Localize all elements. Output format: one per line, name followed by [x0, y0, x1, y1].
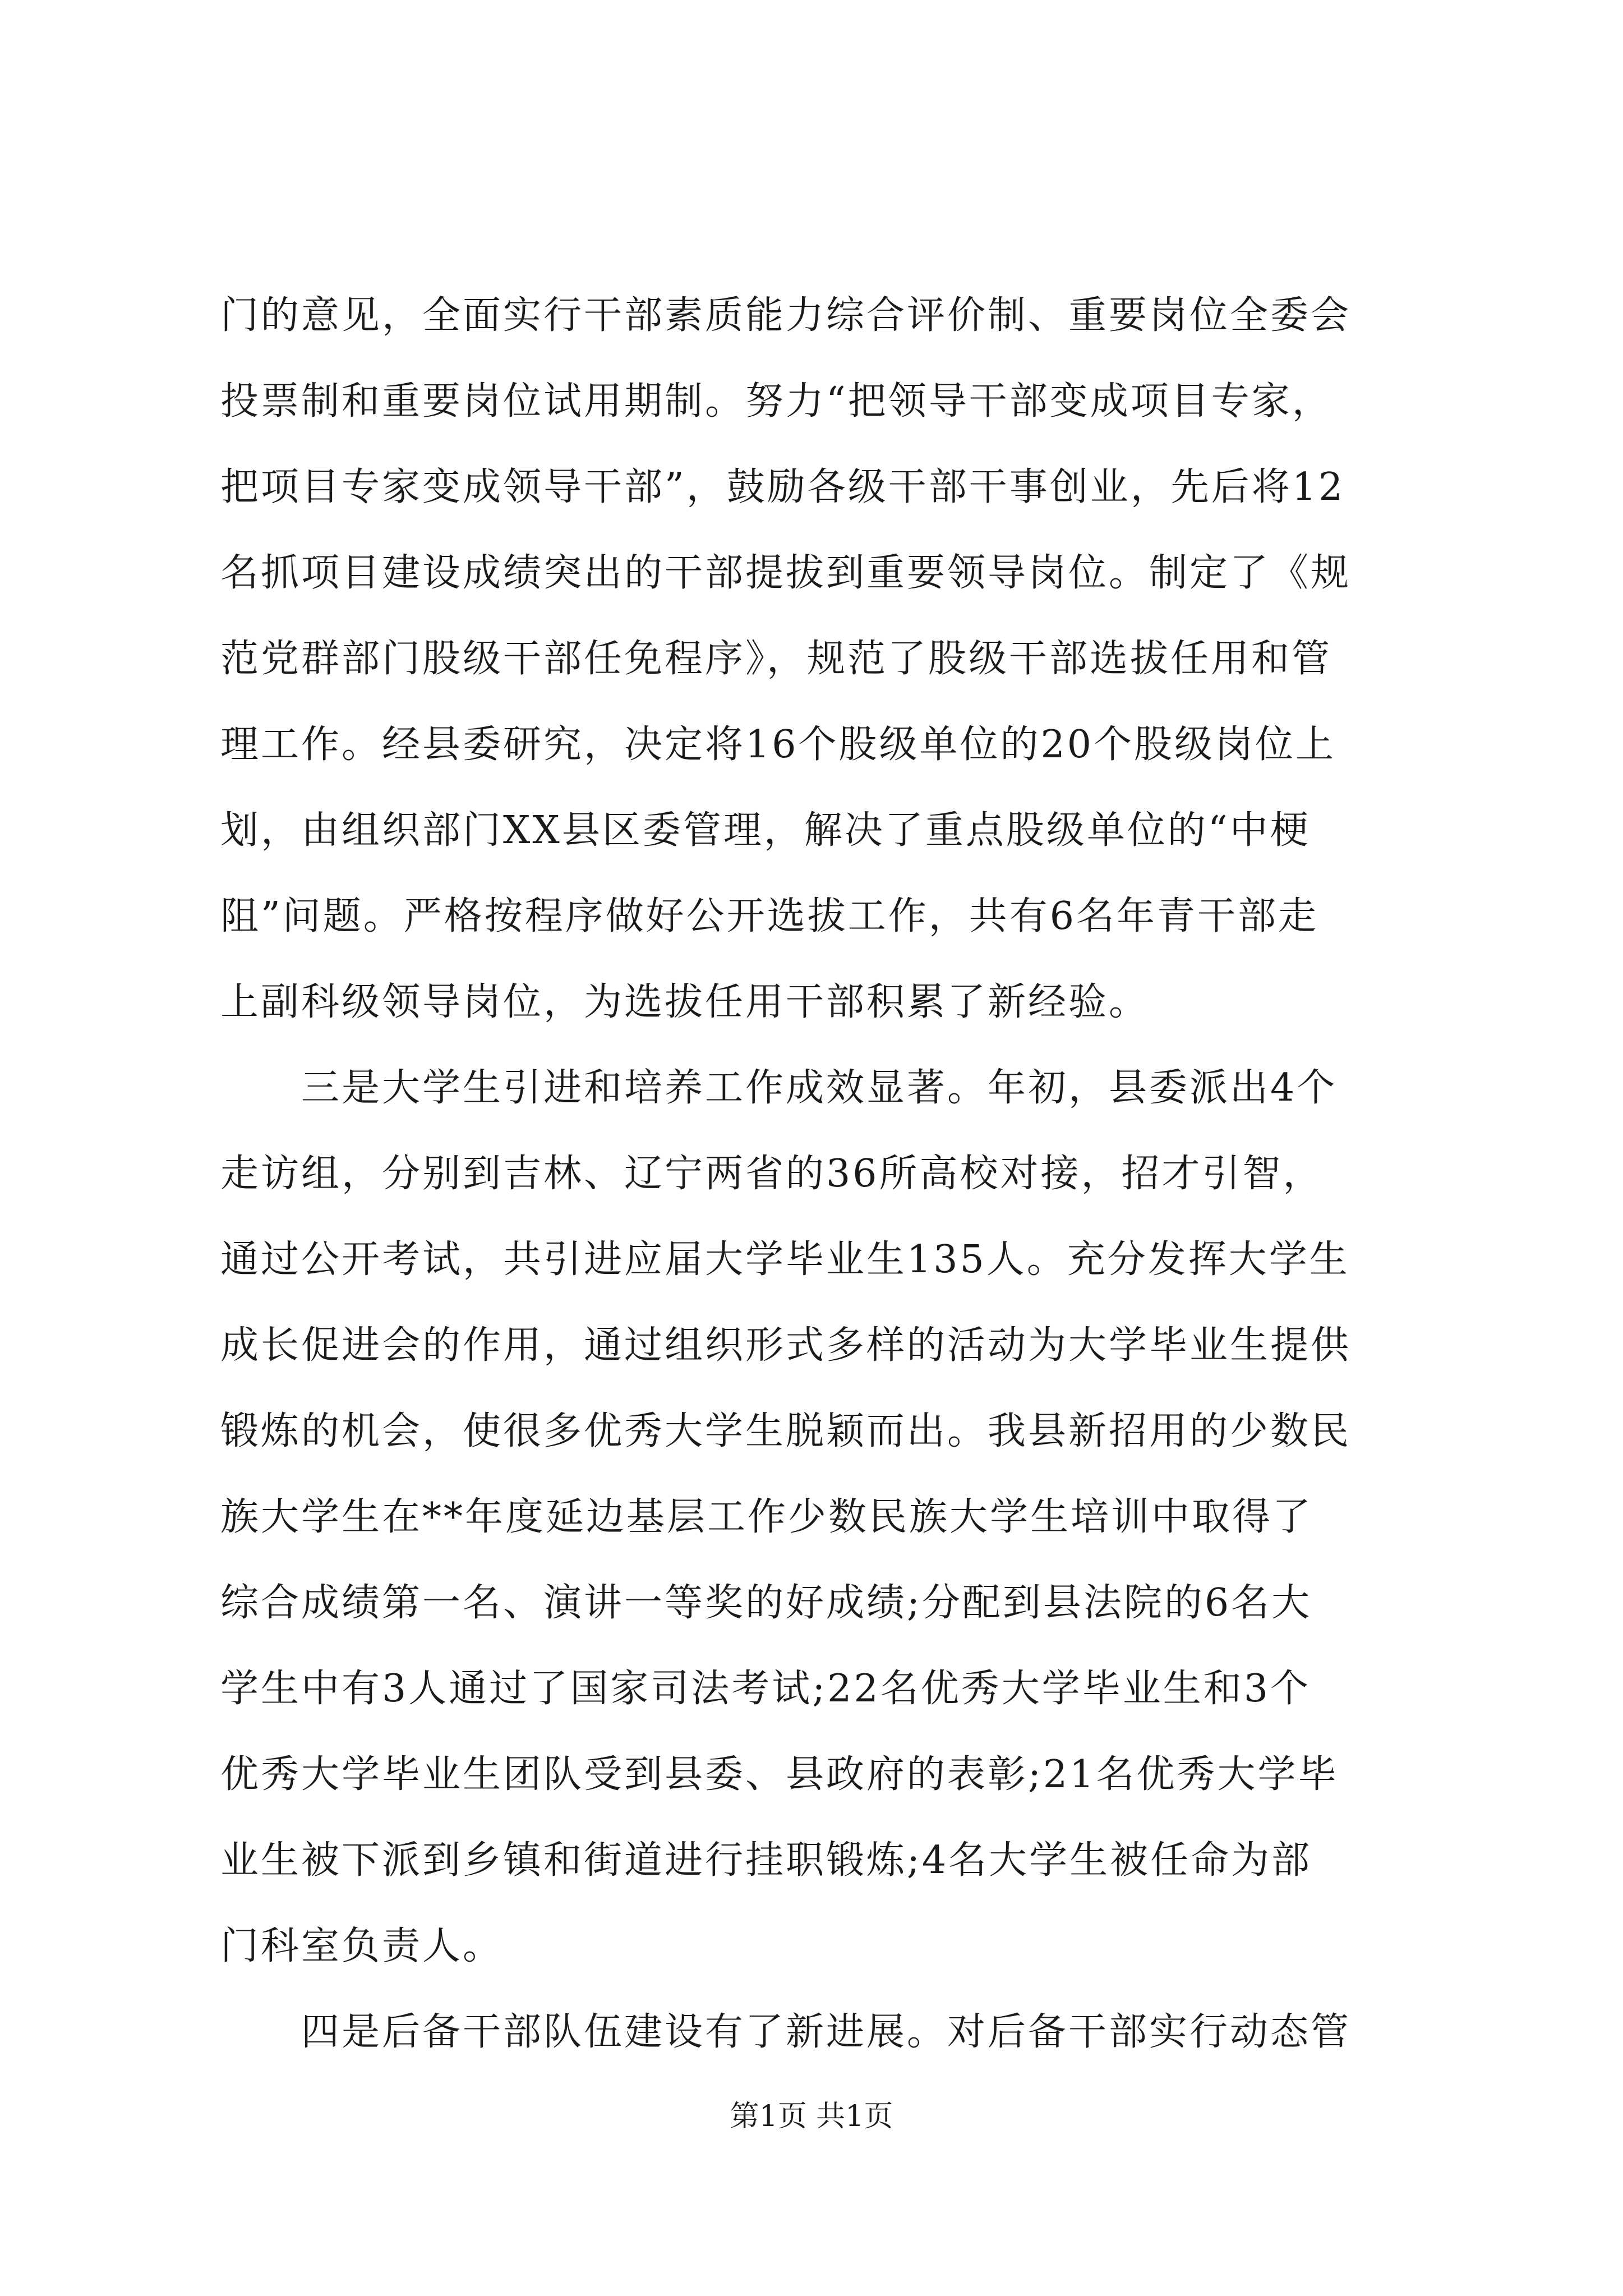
text-line: 走访组，分别到吉林、辽宁两省的36所高校对接，招才引智， [220, 1152, 1324, 1196]
text-line: 范党群部门股级干部任免程序》，规范了股级干部选拔任用和管 [220, 637, 1332, 681]
text-line: 门科室负责人。 [220, 1924, 504, 1968]
text-line: 综合成绩第一名、演讲一等奖的好成绩;分配到县法院的6名大 [220, 1581, 1312, 1625]
text-line: 成长促进会的作用，通过组织形式多样的活动为大学毕业生提供 [220, 1323, 1352, 1368]
text-line: 阻”问题。严格按程序做好公开选拔工作，共有6名年青干部走 [220, 894, 1319, 938]
text-line: 通过公开考试，共引进应届大学毕业生135人。充分发挥大学生 [220, 1237, 1350, 1282]
text-line: 投票制和重要岗位试用期制。努力“把领导干部变成项目专家， [220, 379, 1332, 424]
text-line: 优秀大学毕业生团队受到县委、县政府的表彰;21名优秀大学毕 [220, 1752, 1339, 1797]
text-line: 名抓项目建设成绩突出的干部提拔到重要领导岗位。制定了《规 [220, 551, 1352, 595]
text-line: 把项目专家变成领导干部”，鼓励各级干部干事创业，先后将12 [220, 465, 1345, 509]
text-line: 四是后备干部队伍建设有了新进展。对后备干部实行动态管 [220, 2010, 1352, 2054]
text-line: 业生被下派到乡镇和街道进行挂职锻炼;4名大学生被任命为部 [220, 1838, 1312, 1883]
text-line: 上副科级领导岗位，为选拔任用干部积累了新经验。 [220, 980, 1150, 1024]
text-line: 锻炼的机会，使很多优秀大学生脱颖而出。我县新招用的少数民 [220, 1409, 1352, 1453]
text-line: 学生中有3人通过了国家司法考试;22名优秀大学毕业生和3个 [220, 1667, 1311, 1711]
page-number-footer: 第1页 共1页 [730, 2100, 893, 2133]
text-line: 三是大学生引进和培养工作成效显著。年初，县委派出4个 [220, 1066, 1338, 1110]
text-line: 划，由组织部门XX县区委管理，解决了重点股级单位的“中梗 [220, 808, 1311, 853]
text-line: 理工作。经县委研究，决定将16个股级单位的20个股级岗位上 [220, 723, 1336, 767]
text-line: 门的意见，全面实行干部素质能力综合评价制、重要岗位全委会 [220, 293, 1352, 338]
text-line: 族大学生在**年度延边基层工作少数民族大学生培训中取得了 [220, 1495, 1313, 1539]
